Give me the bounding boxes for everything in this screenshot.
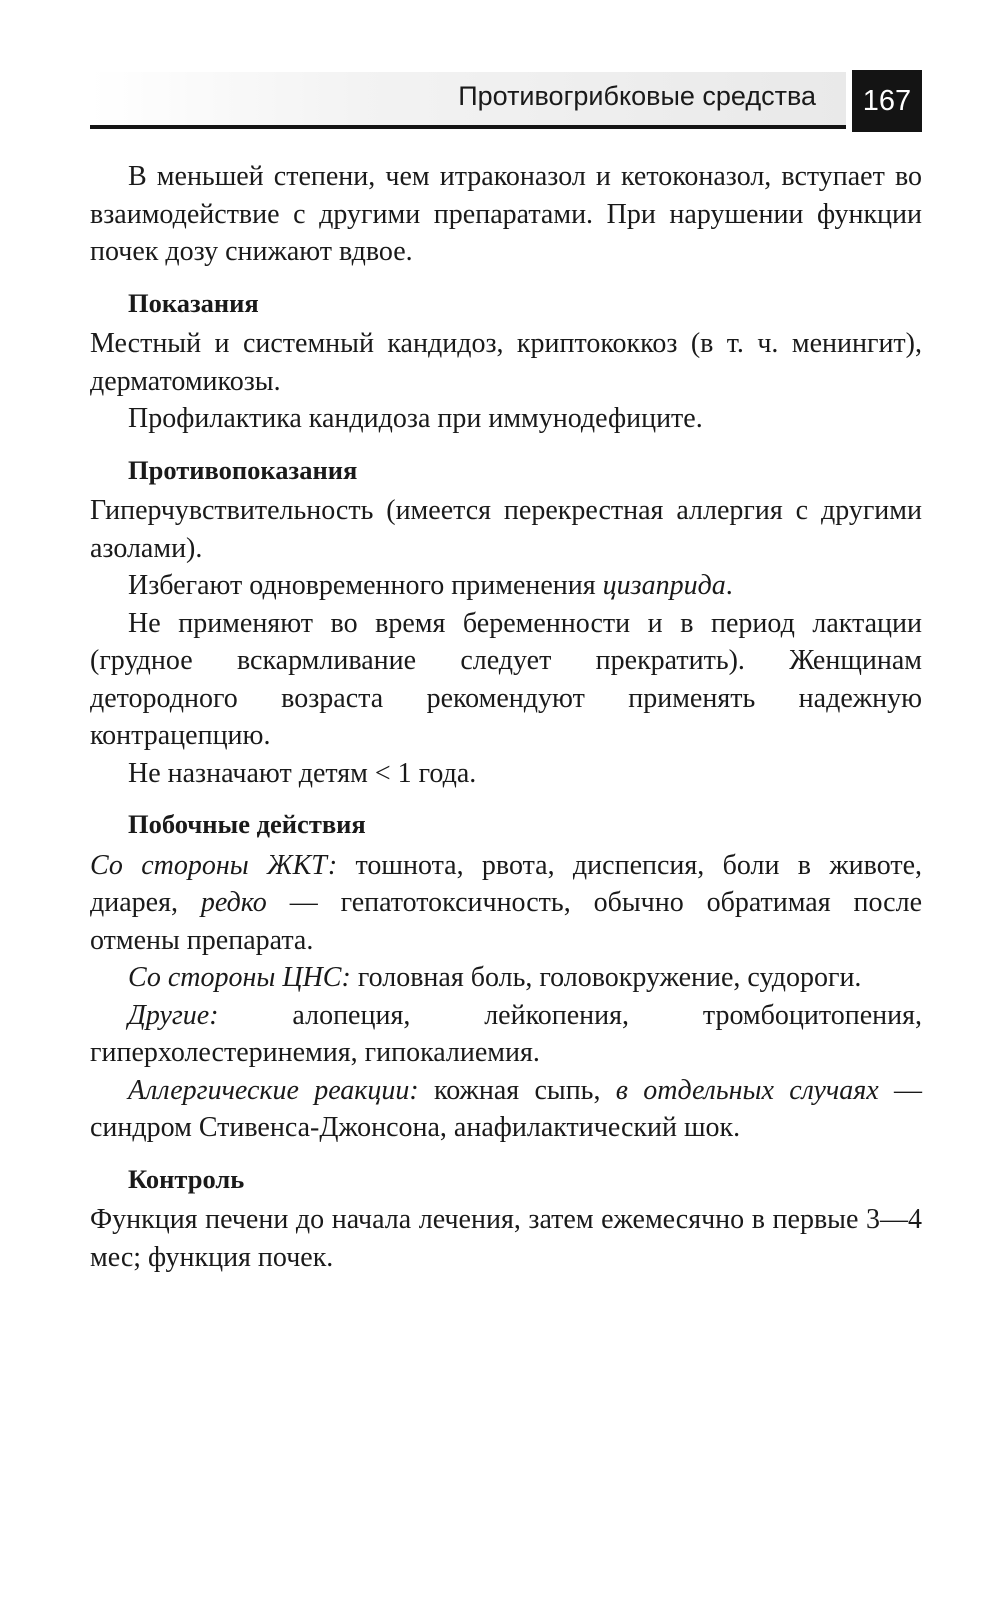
gi-rarely: редко <box>200 887 267 918</box>
intro-paragraph: В меньшей степени, чем итраконазол и кетоконазол, вступает во взаимодействие с другими препаратами. При нарушении функции почек дозу снижают вдвое. <box>90 161 922 267</box>
side-effects-other <box>90 997 922 1072</box>
contraindications-heading: Противопоказания <box>128 454 358 485</box>
side-effects-gi <box>90 847 922 960</box>
contraindications-paragraph-4: Не назначают детям < 1 года. <box>128 757 477 789</box>
indications-heading: Показания <box>128 287 259 318</box>
cisapride-prefix: Избегают одновременного применения <box>128 570 603 601</box>
allergy-label: Аллергические реакции: <box>128 1074 419 1106</box>
other-text: алопеция, лейкопения, тромбоцитопения, гиперхолестеринемия, гипокалиемия. <box>90 999 922 1068</box>
page-number: 167 <box>852 70 922 132</box>
allergy-rare: в отдельных случаях <box>615 1074 879 1106</box>
indications-paragraph-2: Профилактика кандидоза при иммунодефиците. <box>128 403 703 434</box>
gi-label: Со стороны ЖКТ: <box>90 849 338 881</box>
allergy-text-2: — синдром Стивенса-Джонсона, анафилактический шок. <box>90 1074 923 1143</box>
cisapride-term: цизаприда <box>602 570 726 601</box>
contraindications-paragraph-1: Гиперчувствительность (имеется перекрестная аллергия с другими азолами). <box>90 495 922 564</box>
allergy-text-1: кожная сыпь, <box>418 1074 616 1106</box>
gi-text-2: — гепатотоксичность, обычно обратимая после отмены препарата. <box>90 887 922 956</box>
other-label: Другие: <box>128 999 219 1031</box>
page-body <box>90 158 922 1276</box>
gi-text-1: тошнота, рвота, диспепсия, боли в животе, диарея, <box>90 849 922 918</box>
cns-label: Со стороны ЦНС: <box>128 962 351 993</box>
section-title: Противогрибковые средства <box>458 81 816 111</box>
monitoring-paragraph: Функция печени до начала лечения, затем ежемесячно в первые 3—4 мес; функция почек. <box>90 1204 922 1273</box>
contraindications-paragraph-2 <box>90 567 922 605</box>
contraindications-paragraph-3: Не применяют во время беременности и в период лактации (грудное вскармливание следует прекратить). Женщинам детородного возраста рекомендуют применять надежную контрацепцию. <box>90 607 922 751</box>
side-effects-allergy <box>90 1072 922 1147</box>
side-effects-cns <box>90 959 922 997</box>
cisapride-suffix: . <box>725 570 733 601</box>
monitoring-heading: Контроль <box>128 1163 245 1194</box>
indications-paragraph-1: Местный и системный кандидоз, криптококкоз (в т. ч. менингит), дерматомикозы. <box>90 328 922 397</box>
running-header <box>90 72 922 130</box>
book-page <box>90 0 922 1600</box>
cns-text: головная боль, головокружение, судороги. <box>350 962 862 993</box>
header-band <box>90 72 846 129</box>
side-effects-heading: Побочные действия <box>128 809 366 839</box>
